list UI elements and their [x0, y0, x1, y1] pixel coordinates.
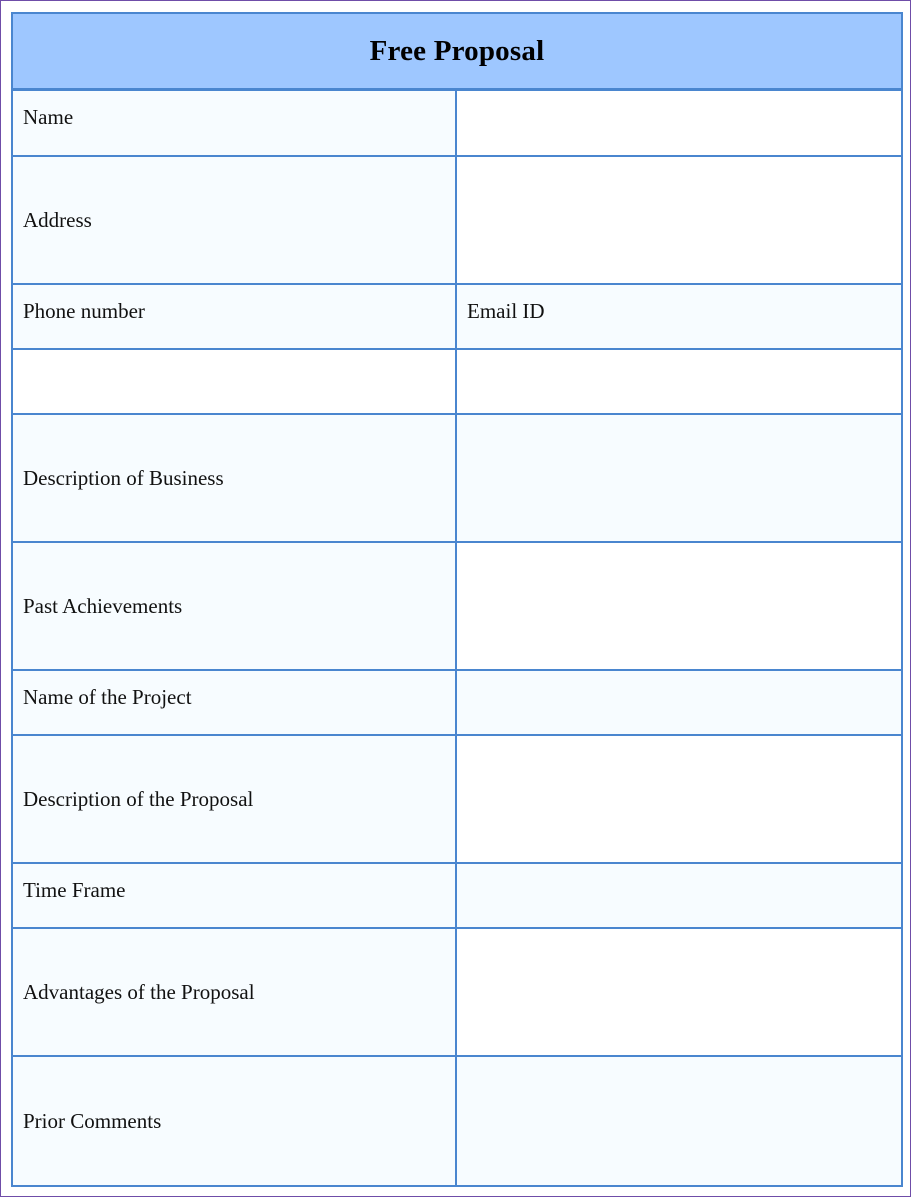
description-of-business-label: Description of Business	[13, 415, 457, 541]
address-label: Address	[13, 157, 457, 283]
name-label: Name	[13, 91, 457, 155]
phone-number-label: Phone number	[13, 285, 457, 348]
prior-comments-label: Prior Comments	[13, 1057, 457, 1185]
email-id-value-field[interactable]	[457, 350, 901, 413]
form-title: Free Proposal	[369, 34, 545, 67]
form-row-business-description	[13, 415, 901, 543]
name-of-the-project-label: Name of the Project	[13, 671, 457, 734]
description-of-the-proposal-value-field[interactable]	[457, 736, 901, 862]
email-id-label: Email ID	[467, 299, 545, 323]
description-of-the-proposal-label: Description of the Proposal	[13, 736, 457, 862]
name-of-the-project-value-field[interactable]	[457, 671, 901, 734]
time-frame-label: Time Frame	[13, 864, 457, 927]
form-row-contact-values	[13, 350, 901, 415]
proposal-form-table	[11, 12, 903, 1187]
advantages-of-the-proposal-value-field[interactable]	[457, 929, 901, 1055]
form-row-name	[13, 91, 901, 157]
form-row-prior-comments	[13, 1057, 901, 1185]
form-row-time-frame	[13, 864, 901, 929]
form-row-past-achievements	[13, 543, 901, 671]
form-title-bar	[13, 14, 901, 91]
form-row-project-name	[13, 671, 901, 736]
advantages-of-the-proposal-label: Advantages of the Proposal	[13, 929, 457, 1055]
time-frame-value-field[interactable]	[457, 864, 901, 927]
past-achievements-value-field[interactable]	[457, 543, 901, 669]
description-of-business-value-field[interactable]	[457, 415, 901, 541]
form-row-address	[13, 157, 901, 285]
name-value-field[interactable]	[457, 91, 901, 155]
form-row-proposal-description	[13, 736, 901, 864]
address-value-field[interactable]	[457, 157, 901, 283]
prior-comments-value-field[interactable]	[457, 1057, 901, 1185]
past-achievements-label: Past Achievements	[13, 543, 457, 669]
form-row-proposal-advantages	[13, 929, 901, 1057]
phone-number-value-field[interactable]	[13, 350, 457, 413]
form-row-contact	[13, 285, 901, 350]
